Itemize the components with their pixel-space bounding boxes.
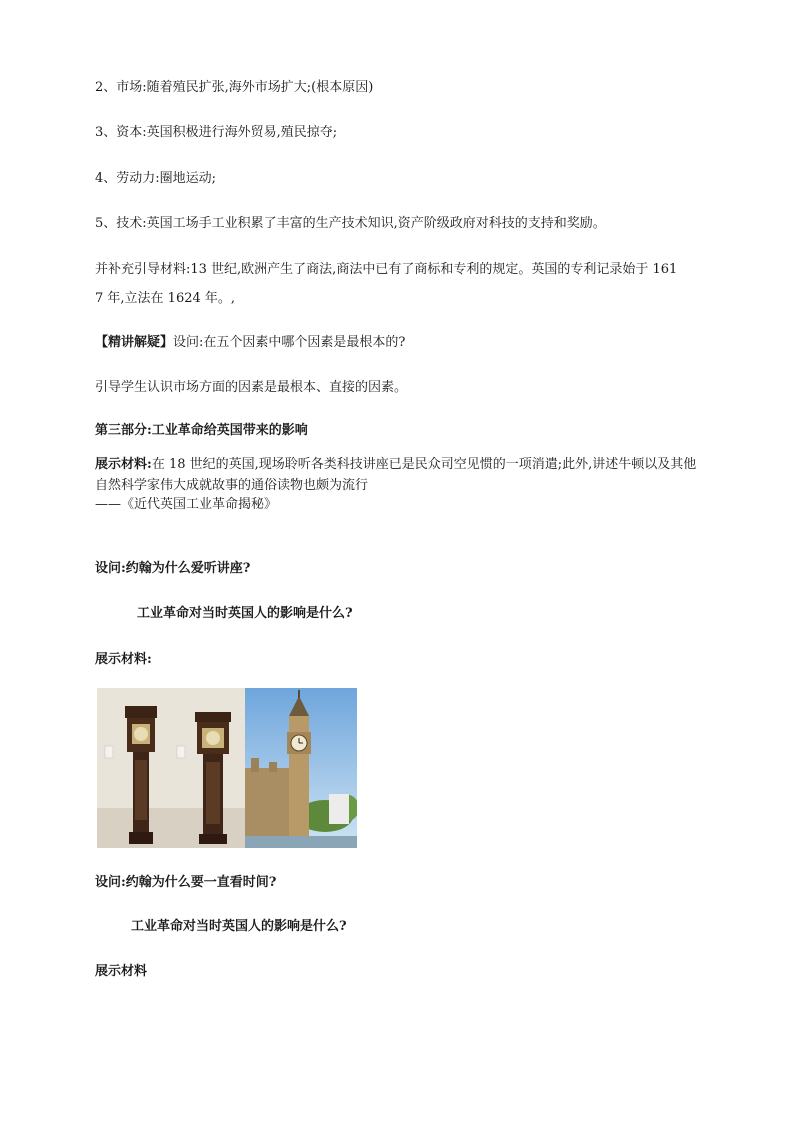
material-two-label: 展示材料:: [95, 652, 152, 667]
big-ben-photo: [245, 688, 357, 848]
line-guide: 引导学生认识市场方面的因素是最根本、直接的因素。: [95, 380, 408, 395]
material-one: [95, 454, 705, 496]
line-capital: 3、资本:英国积极进行海外贸易,殖民掠夺;: [95, 125, 338, 140]
line-labor: 4、劳动力:圈地运动;: [95, 171, 217, 186]
line-explanation: [95, 334, 405, 352]
material-three-label: 展示材料: [95, 964, 148, 979]
figure-clocks-bigben: [97, 688, 357, 848]
material-source: ——《近代英国工业革命揭秘》: [95, 497, 278, 512]
line-supplement-2: 7 年,立法在 1624 年。,: [95, 291, 236, 306]
question-one: 设问:约翰为什么爱听讲座?: [95, 561, 251, 576]
longcase-clocks-photo: [97, 688, 245, 848]
question-two-followup: 工业革命对当时英国人的影响是什么?: [131, 919, 347, 934]
line-market: 2、市场:随着殖民扩张,海外市场扩大;(根本原因): [95, 80, 374, 95]
line-supplement-1: 并补充引导材料:13 世纪,欧洲产生了商法,商法中已有了商标和专利的规定。英国的专利记录始于 161: [95, 262, 678, 277]
line-technology: 5、技术:英国工场手工业积累了丰富的生产技术知识,资产阶级政府对科技的支持和奖励。: [95, 216, 606, 231]
explanation-text: 设问:在五个因素中哪个因素是最根本的?: [173, 335, 406, 350]
question-two: 设问:约翰为什么要一直看时间?: [95, 875, 277, 890]
explanation-label: 【精讲解疑】: [95, 335, 174, 350]
question-one-followup: 工业革命对当时英国人的影响是什么?: [137, 606, 353, 621]
section-three-heading: 第三部分:工业革命给英国带来的影响: [95, 423, 308, 438]
material-one-text: 在 18 世纪的英国,现场聆听各类科技讲座已是民众司空见惯的一项消遣;此外,讲述牛顿以及其他自然科学家伟大成就故事的通俗读物也颇为流行: [95, 457, 697, 493]
material-one-label: 展示材料:: [95, 457, 152, 472]
